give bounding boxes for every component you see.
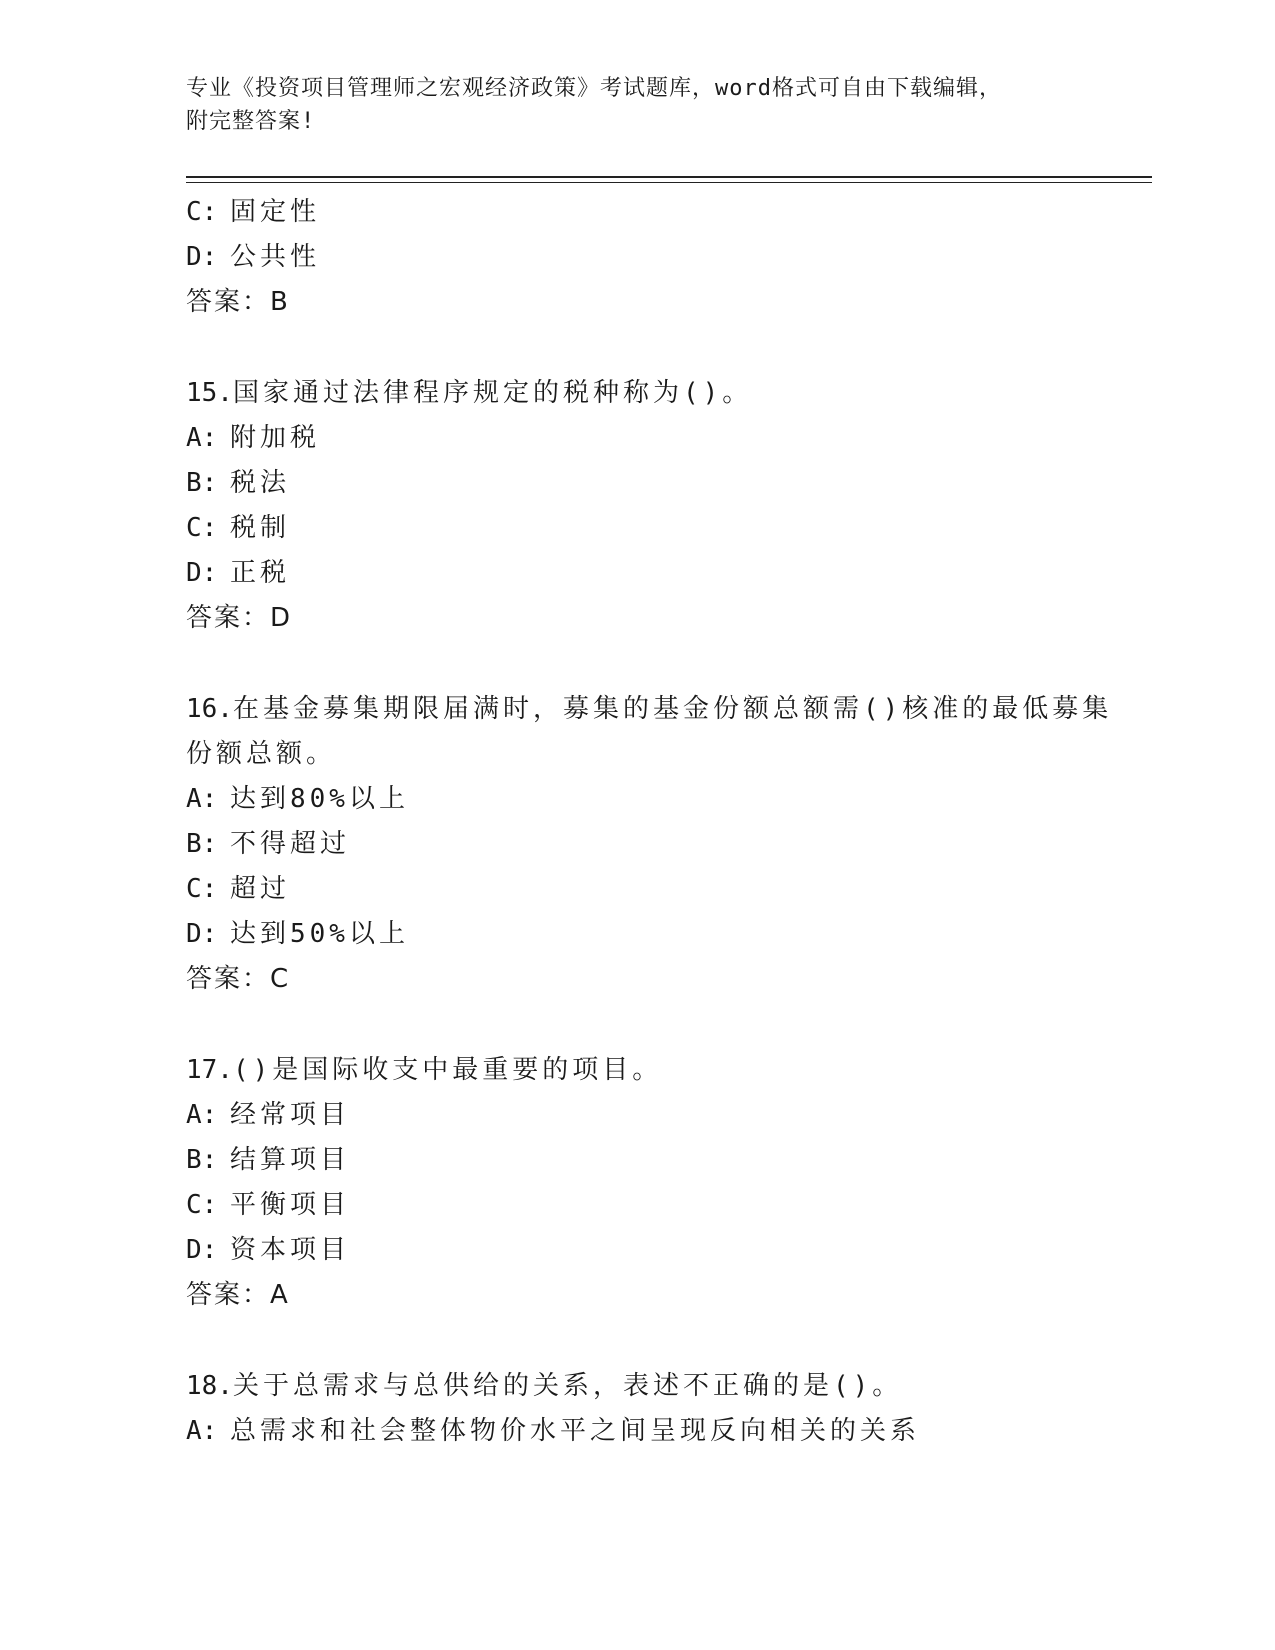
question-block-14 bbox=[186, 190, 1146, 325]
option-prefix: D: bbox=[186, 558, 218, 588]
answer-line: 答案：A bbox=[186, 1280, 290, 1310]
option-text: 附加税 bbox=[230, 423, 321, 453]
question-stem-continued bbox=[186, 732, 1146, 777]
document-header bbox=[186, 72, 1086, 138]
header-divider-thin bbox=[186, 182, 1152, 183]
header-divider bbox=[186, 176, 1152, 178]
question-stem bbox=[186, 371, 1146, 416]
answer-line: 答案：B bbox=[186, 287, 290, 317]
option-prefix: A: bbox=[186, 1100, 218, 1130]
option-a bbox=[186, 777, 1146, 822]
option-text: 达到50%以上 bbox=[230, 919, 409, 949]
option-c bbox=[186, 190, 1146, 235]
option-d bbox=[186, 1228, 1146, 1273]
question-block-16 bbox=[186, 687, 1146, 1002]
question-list bbox=[186, 190, 1146, 1454]
option-c bbox=[186, 1183, 1146, 1228]
option-prefix: D: bbox=[186, 919, 218, 949]
answer-line: 答案：C bbox=[186, 964, 291, 994]
option-prefix: A: bbox=[186, 423, 218, 453]
option-a bbox=[186, 416, 1146, 461]
option-prefix: C: bbox=[186, 874, 218, 904]
header-line-1: 专业《投资项目管理师之宏观经济政策》考试题库，word格式可自由下载编辑， bbox=[186, 76, 1002, 101]
option-text: 资本项目 bbox=[230, 1235, 351, 1265]
question-block-18 bbox=[186, 1364, 1146, 1454]
option-text: 达到80%以上 bbox=[230, 784, 409, 814]
question-text: 国家通过法律程序规定的税种称为()。 bbox=[232, 378, 753, 408]
question-block-17 bbox=[186, 1048, 1146, 1318]
question-text: 份额总额。 bbox=[186, 739, 337, 769]
option-a bbox=[186, 1409, 1146, 1454]
option-prefix: C: bbox=[186, 513, 218, 543]
question-number: 18. bbox=[186, 1371, 233, 1401]
spacer bbox=[186, 641, 1146, 687]
option-prefix: D: bbox=[186, 1235, 218, 1265]
option-prefix: D: bbox=[186, 242, 218, 272]
option-prefix: B: bbox=[186, 829, 218, 859]
option-d bbox=[186, 912, 1146, 957]
spacer bbox=[186, 1002, 1146, 1048]
question-number: 15. bbox=[186, 378, 233, 408]
option-text: 税法 bbox=[230, 468, 291, 498]
option-prefix: C: bbox=[186, 197, 218, 227]
header-line-2: 附完整答案! bbox=[186, 109, 316, 134]
question-stem bbox=[186, 1048, 1146, 1093]
question-text: ()是国际收支中最重要的项目。 bbox=[232, 1055, 663, 1085]
option-prefix: A: bbox=[186, 784, 218, 814]
question-stem bbox=[186, 687, 1146, 732]
option-a bbox=[186, 1093, 1146, 1138]
option-prefix: C: bbox=[186, 1190, 218, 1220]
option-prefix: A: bbox=[186, 1416, 218, 1446]
question-number: 17. bbox=[186, 1055, 233, 1085]
question-text: 在基金募集期限届满时，募集的基金份额总额需()核准的最低募集 bbox=[232, 694, 1113, 724]
question-text: 关于总需求与总供给的关系，表述不正确的是()。 bbox=[232, 1371, 903, 1401]
option-text: 经常项目 bbox=[230, 1100, 351, 1130]
question-stem bbox=[186, 1364, 1146, 1409]
option-text: 税制 bbox=[230, 513, 291, 543]
option-c bbox=[186, 506, 1146, 551]
option-c bbox=[186, 867, 1146, 912]
option-b bbox=[186, 822, 1146, 867]
option-text: 平衡项目 bbox=[230, 1190, 351, 1220]
spacer bbox=[186, 325, 1146, 371]
option-prefix: B: bbox=[186, 1145, 218, 1175]
option-d bbox=[186, 551, 1146, 596]
option-text: 超过 bbox=[230, 874, 291, 904]
option-text: 总需求和社会整体物价水平之间呈现反向相关的关系 bbox=[230, 1416, 921, 1446]
option-text: 不得超过 bbox=[230, 829, 351, 859]
spacer bbox=[186, 1318, 1146, 1364]
option-b bbox=[186, 1138, 1146, 1183]
option-prefix: B: bbox=[186, 468, 218, 498]
option-d bbox=[186, 235, 1146, 280]
document-page bbox=[186, 0, 1146, 1650]
option-text: 结算项目 bbox=[230, 1145, 351, 1175]
question-block-15 bbox=[186, 371, 1146, 641]
option-text: 正税 bbox=[230, 558, 291, 588]
option-text: 固定性 bbox=[230, 197, 321, 227]
answer-line: 答案：D bbox=[186, 603, 293, 633]
option-b bbox=[186, 461, 1146, 506]
option-text: 公共性 bbox=[230, 242, 321, 272]
question-number: 16. bbox=[186, 694, 233, 724]
